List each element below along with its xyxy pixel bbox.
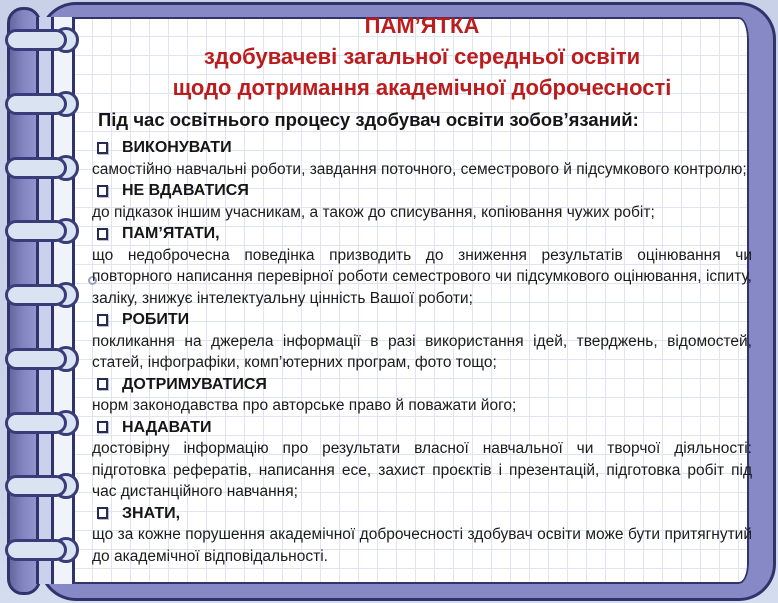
checkbox-icon <box>97 185 108 197</box>
checkbox-icon <box>97 142 108 154</box>
obligation-keyword: НАДАВАТИ <box>122 418 212 436</box>
obligation-text: що за кожне порушення академічної доброчесності здобувач освіти може бути притягнутий до академічної відповідальності. <box>92 526 752 565</box>
obligation-item <box>92 309 752 374</box>
title-line-3: щодо дотримання академічної доброчесності <box>172 75 672 100</box>
binder-ring-icon <box>5 157 79 179</box>
ring-bar-icon <box>5 220 67 242</box>
obligation-keyword-row <box>97 309 752 331</box>
obligation-keyword: ВИКОНУВАТИ <box>122 139 232 156</box>
obligation-keyword-row <box>97 137 752 159</box>
obligation-text: самостійно навчальні роботи, завдання поточного, семестрового й підсумкового контролю; <box>92 160 747 178</box>
obligation-item <box>92 503 752 568</box>
obligation-item <box>92 223 752 309</box>
binder-ring-icon <box>5 93 79 115</box>
page-title <box>92 10 752 103</box>
obligation-keyword: НЕ ВДАВАТИСЯ <box>122 182 249 199</box>
obligation-text: що недоброчесна поведінка призводить до зниження результатів оцінювання чи повторного написання перевірної роботи семестрового чи підсумкового оцінювання, іспиту, заліку, знижує інтелектуальну цінність Вашої роботи; <box>92 246 752 307</box>
obligation-item <box>92 417 752 503</box>
ring-bar-icon <box>5 93 67 115</box>
binder-ring-icon <box>5 475 79 497</box>
obligation-keyword: ЗНАТИ, <box>122 504 181 522</box>
obligation-keyword-row <box>97 374 752 396</box>
binder-ring-icon <box>5 284 79 306</box>
obligation-keyword: РОБИТИ <box>122 311 190 328</box>
ring-bar-icon <box>5 29 67 51</box>
page-content <box>92 10 752 567</box>
obligation-text: покликання на джерела інформації в разі використання ідей, тверджень, відомостей, статей, інфографіки, комп’ютерних програм, фото тощо; <box>92 332 752 371</box>
ring-bar-icon <box>5 475 67 497</box>
obligation-keyword-row <box>97 180 752 202</box>
checkbox-icon <box>97 314 108 326</box>
checkbox-icon <box>97 421 108 433</box>
obligations-list <box>92 137 752 567</box>
title-line-1: ПАМ’ЯТКА <box>364 13 480 38</box>
ring-bar-icon <box>5 412 67 434</box>
binder-ring-icon <box>5 29 79 51</box>
obligation-item <box>92 374 752 417</box>
ring-bar-icon <box>5 284 67 306</box>
checkbox-icon <box>97 507 108 519</box>
obligation-item <box>92 137 752 180</box>
checkbox-icon <box>97 228 108 240</box>
obligation-keyword-row <box>97 417 752 439</box>
binder-ring-icon <box>5 348 79 370</box>
ring-bar-icon <box>5 539 67 561</box>
title-line-2: здобувачеві загальної середньої освіти <box>203 44 641 69</box>
obligation-text: достовірну інформацію про результати власної навчальної чи творчої діяльності: підготовка рефератів, написання есе, захист проєктів і презентацій, підготовка робіт під час дистанційного навчання; <box>92 440 752 500</box>
ring-bar-icon <box>5 348 67 370</box>
binder-ring-icon <box>5 220 79 242</box>
obligation-keyword: ДОТРИМУВАТИСЯ <box>122 375 267 393</box>
obligation-keyword-row <box>97 503 752 525</box>
obligation-text: норм законодавства про авторське право й поважати його; <box>92 397 517 414</box>
checkbox-icon <box>97 378 108 390</box>
ring-bar-icon <box>5 157 67 179</box>
binder-ring-icon <box>5 412 79 434</box>
obligation-keyword-row <box>97 223 752 245</box>
section-heading: Під час освітнього процесу здобувач освіти зобов’язаний: <box>98 109 639 130</box>
obligation-text: до підказок іншим учасникам, а також до списування, копіювання чужих робіт; <box>92 203 655 221</box>
binder-ring-icon <box>5 539 79 561</box>
obligation-keyword: ПАМ’ЯТАТИ, <box>122 225 220 242</box>
obligation-item <box>92 180 752 223</box>
